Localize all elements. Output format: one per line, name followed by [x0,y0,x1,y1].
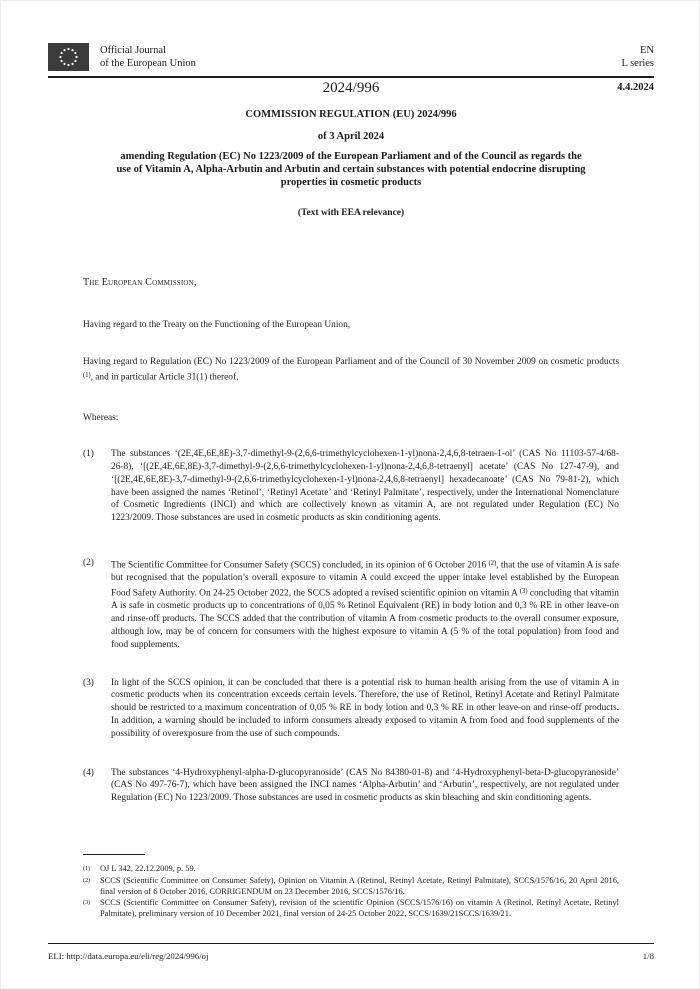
journal-name-line2: of the European Union [100,58,196,69]
footnote-ref-3: (3) [519,587,528,596]
page-header [48,43,654,104]
language-series [621,43,654,70]
footnote-marker [83,875,100,897]
series-label: L series [621,58,654,69]
recital-text [111,557,619,652]
regulation-subject: amending Regulation (EC) No 1223/2009 of the European Parliament and of the Council as regards the use of Vitamin A, Alpha-Arbutin and Arbutin and certain substances with potential endocrine disrupting properties in cosmetic products [116,151,586,188]
footnote-marker [83,897,100,919]
having-regulation-text-pre: Having regard to Regulation (EC) No 1223/2009 of the European Parliament and of the Council of 30 November 2009 on cosmetic products [83,357,619,368]
journal-name [100,43,196,70]
regulation-title: COMMISSION REGULATION (EU) 2024/996 [245,109,457,120]
recital-2-text-c: concluding that vitamin A is safe in cosmetic products up to concentrations of 0,05 % Retinol Equivalent (RE) in body lotion and 0,3 % RE in other leave-on and rinse-off products. The SCCS added that the contribution of vitamin A from cosmetic products to the overall consumer exposure, although low, may be of concern for consumers with the highest exposure to vitamin A (5 % of the total population) from food and food supplements. [111,588,619,650]
footnotes-section [83,854,619,919]
recitals-list [83,448,619,805]
footnote-text: SCCS (Scientific Committee on Consumer Safety), revision of the scientific Opinion (SCCS/1576/16) on vitamin A (Retinol, Retinyl Acetate, Retinyl Palmitate), preliminary version of 10 December 2021, final version of 24-25 October 2022, SCCS/1639/21SCCS/1639/21. [100,898,619,918]
document-body [83,108,619,805]
footnote-marker [83,863,100,875]
journal-name-line1: Official Journal [100,45,166,56]
recital-number: (3) [83,677,94,688]
footnote-3 [83,897,619,919]
preamble-commission: The European Commission, [83,276,197,288]
footnote-separator [83,854,145,855]
language-code: EN [640,45,654,56]
regulation-date-line: of 3 April 2024 [317,131,385,142]
publication-date: 4.4.2024 [617,82,654,93]
preamble-having-treaty: Having regard to the Treaty on the Functioning of the European Union, [83,319,351,330]
preamble-whereas: Whereas: [83,413,119,424]
footnote-ref-1: (1) [83,371,91,380]
recital-number: (2) [83,558,94,569]
recital-text: The substances ‘(2E,4E,6E,8E)-3,7-dimethyl-9-(2,6,6-trimethylcyclohexen-1-yl)nona-2,4,6,8-tetraen-1-ol’ (CAS No 11103-57-4/68-26-8), ‘[(2E,4E,6E,8E)-3,7-dimethyl-9-(2,6,6-trimethylcyclohexen-1-yl)nona-2,4,6,8-tetraenyl] acetate’ (CAS No 127-47-9), and ‘[(2E,4E,6E,8E)-3,7-dimethyl-9-(2,6,6-trimethylcyclohexen-1-yl)nona-2,4,6,8-tetraenyl] hexadecanoate’ (CAS No 79-81-2), which have been assigned the names ‘Retinol’, ‘Retinyl Acetate’ and ‘Retinyl Palmitate’, respectively, under the International Nomenclature of Cosmetic Ingredients (INCI) and which are collectively known as vitamin A, are not regulated under Regulation (EC) No 1223/2009. Those substances are used in cosmetic products as skin conditioning agents. [111,449,619,524]
recital-2-text-a: The Scientific Committee for Consumer Safety (SCCS) concluded, in its opinion of 6 October 2016 [111,560,489,571]
having-regulation-text-post: , and in particular Article 31(1) thereof, [90,372,239,383]
page-number: 1/8 [642,951,654,961]
recital-number: (1) [83,449,94,460]
page-footer [48,943,654,961]
footnote-marker-ref: (3) [83,899,90,906]
footnote-text: OJ L 342, 22.12.2009, p. 59. [100,864,196,873]
footnote-1 [83,863,619,875]
eli-link[interactable]: ELI: http://data.europa.eu/eli/reg/2024/996/oj [48,951,209,961]
footnote-marker-ref: (2) [83,877,90,884]
recital-3 [83,677,619,741]
recital-4 [83,767,619,805]
footnote-marker-ref: (1) [83,865,90,872]
recital-text: In light of the SCCS opinion, it can be concluded that there is a potential risk to human health arising from the use of vitamin A in cosmetic products when its concentration exceeds certain levels. Therefore, the use of Retinol, Retinyl Acetate and Retinyl Palmitate should be restricted to a maximum concentration of 0,05 % RE in body lotion and 0,3 % RE in other leave-on and rinse-off products. In addition, a warning should be included to inform consumers already exposed to vitamin A from food and food supplements of the possibility of overexposure from the use of such compounds. [111,677,619,739]
footnote-2 [83,875,619,897]
recital-2 [83,557,619,652]
preamble-having-regulation [83,356,619,384]
recital-2-text-b: , that the use of vitamin A is safe but recognised that the population’s overall exposure to vitamin A could exceed the upper intake level established by the European Food Safety Authority. On 24-25 October 2022, the SCCS adopted a revised scientific opinion on vitamin A [111,560,619,599]
recital-number: (4) [83,767,94,778]
footnote-text: SCCS (Scientific Committee on Consumer Safety), Opinion on Vitamin A (Retinol, Retinyl Acetate, Retinyl Palmitate), SCCS/1576/16, 20 April 2016, final version of 6 October 2016, CORRIGENDUM on 23 December 2016, SCCS/1576/16. [100,876,619,896]
eu-flag-icon [48,43,89,71]
document-number: 2024/996 [322,80,380,96]
footnote-ref-2: (2) [488,559,497,568]
eea-relevance-note: (Text with EEA relevance) [297,208,405,218]
recital-1 [83,448,619,525]
recital-text: The substances ‘4-Hydroxyphenyl-alpha-D-glucopyranoside’ (CAS No 84380-01-8) and ‘4-Hydroxyphenyl-beta-D-glucopyranoside’ (CAS No 497-76-7), which have been assigned the INCI names ‘Alpha-Arbutin’ and ‘Arbutin’, respectively, are not regulated under Regulation (EC) No 1223/2009. Those substances are used in cosmetic products as skin bleaching and skin conditioning agents. [111,767,619,804]
